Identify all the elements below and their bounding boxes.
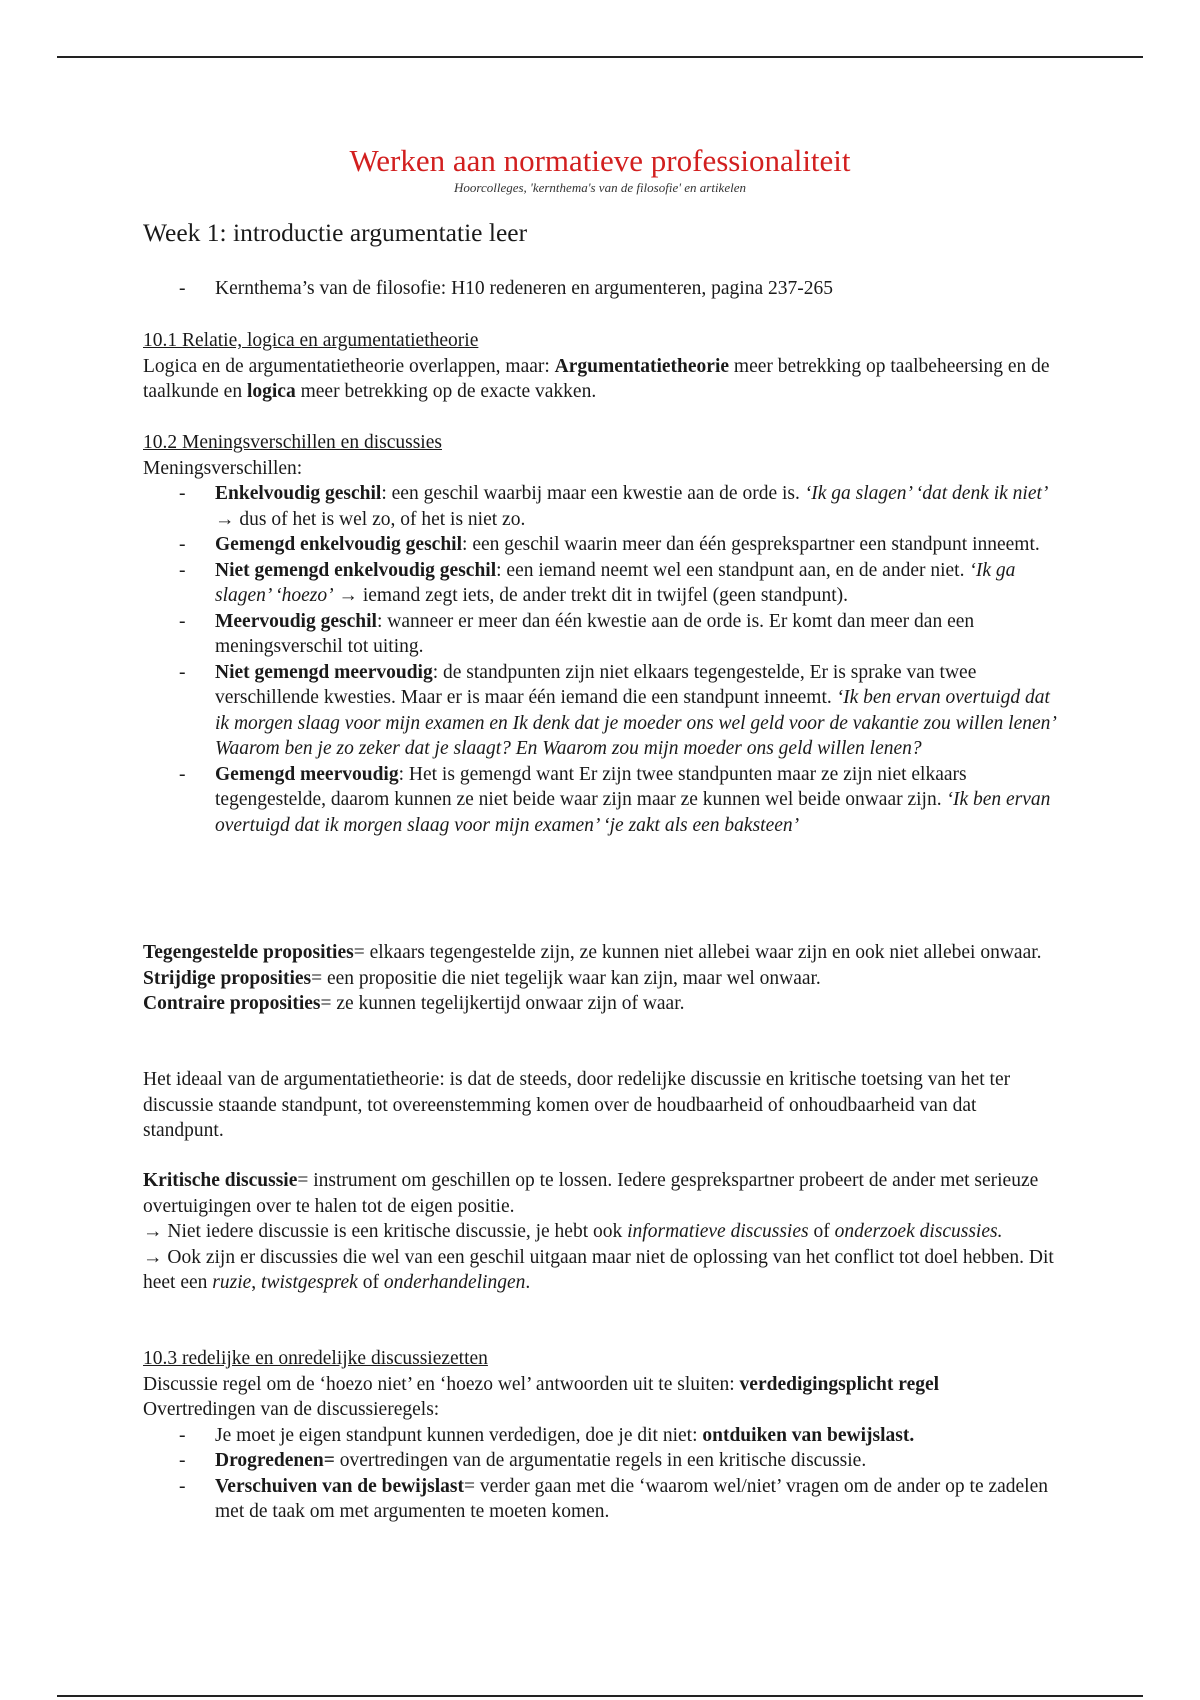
list-item xyxy=(143,276,1058,302)
list-item: - Verschuiven van de bewijslast= verder gaan met die ‘waarom wel/niet’ vragen om de ander op te zadelen met de taak om met argumenten te moeten komen. xyxy=(143,1474,1058,1525)
paragraph: → Ook zijn er discussies die wel van een geschil uitgaan maar niet de oplossing van het conflict tot doel hebben. Dit heet een ruzie, twistgesprek of onderhandelingen. xyxy=(143,1246,1054,1293)
list-item: - Gemengd enkelvoudig geschil: een geschil waarin meer dan één gesprekspartner een standpunt inneemt. xyxy=(143,532,1058,558)
list-item: - Je moet je eigen standpunt kunnen verdedigen, doe je dit niet: ontduiken van bewijslast. xyxy=(143,1423,1058,1449)
list-item: - Meervoudig geschil: wanneer er meer dan één kwestie aan de orde is. Er komt dan meer dan een meningsverschil tot uiting. xyxy=(143,609,1058,660)
week-heading: Week 1: introductie argumentatie leer xyxy=(143,218,528,247)
section-10-1 xyxy=(143,328,1058,405)
section-heading: 10.3 redelijke en onredelijke discussiezetten xyxy=(143,1348,488,1369)
paragraph: Strijdige proposities= een propositie die niet tegelijk waar kan zijn, maar wel onwaar. xyxy=(143,967,821,989)
list-item: - Enkelvoudig geschil: een geschil waarbij maar een kwestie aan de orde is. ‘Ik ga slagen’ ‘dat denk ik niet’ → dus of het is wel zo, of het is niet zo. xyxy=(143,481,1058,532)
section-heading: 10.2 Meningsverschillen en discussies xyxy=(143,432,442,453)
paragraph: Overtredingen van de discussieregels: xyxy=(143,1399,440,1420)
proposities xyxy=(143,940,1058,1017)
list-item: - Niet gemengd meervoudig: de standpunten zijn niet elkaars tegengestelde, Er is sprake van twee verschillende kwesties. Maar er is maar één iemand die een standpunt inneemt. ‘Ik ben ervan overtuigd dat ik morgen slaag voor mijn examen en Ik denk dat je moeder ons wel geld voor de vakantie zou willen lenen’ Waarom ben je zo zeker dat je slaagt? En Waarom zou mijn moeder ons geld willen lenen? xyxy=(143,660,1058,762)
list-item: - Drogredenen= overtredingen van de argumentatie regels in een kritische discussie. xyxy=(143,1448,1058,1474)
bottom-rule xyxy=(57,1695,1143,1697)
intro-list xyxy=(143,276,1058,302)
list-item: - Niet gemengd enkelvoudig geschil: een iemand neemt wel een standpunt aan, en de ander niet. ‘Ik ga slagen’ ‘hoezo’ → iemand zegt iets, de ander trekt dit in twijfel (geen standpunt). xyxy=(143,558,1058,609)
paragraph: Kritische discussie= instrument om geschillen op te lossen. Iedere gesprekspartner probeert de ander met serieuze overtuigingen over te halen tot de eigen positie. xyxy=(143,1170,1039,1217)
overtredingen-list xyxy=(143,1423,1058,1525)
paragraph: Meningsverschillen: xyxy=(143,457,303,479)
top-rule xyxy=(57,56,1143,58)
list-item: - Gemengd meervoudig: Het is gemengd want Er zijn twee standpunten maar ze zijn niet elkaars tegengestelde, daarom kunnen ze niet beide waar zijn maar ze kunnen wel beide onwaar zijn. ‘Ik ben ervan overtuigd dat ik morgen slaag voor mijn examen’ ‘je zakt als een baksteen’ xyxy=(143,762,1058,839)
document-title: Werken aan normatieve professionaliteit xyxy=(349,143,851,178)
paragraph: → Niet iedere discussie is een kritische discussie, je hebt ook informatieve discussies of onderzoek discussies. xyxy=(143,1221,1003,1242)
section-10-2 xyxy=(143,430,1058,838)
kritische-discussie xyxy=(143,1168,1058,1296)
section-10-3 xyxy=(143,1346,1058,1525)
section-heading: 10.1 Relatie, logica en argumentatietheorie xyxy=(143,330,479,351)
ideaal-paragraph: Het ideaal van de argumentatietheorie: is dat de steeds, door redelijke discussie en kritische toetsing van het ter discussie staande standpunt, tot overeenstemming komen over de houdbaarheid of onhoudbaarheid van dat standpunt. xyxy=(143,1069,1011,1141)
paragraph: Tegengestelde proposities= elkaars tegengestelde zijn, ze kunnen niet allebei waar zijn en ook niet allebei onwaar. xyxy=(143,942,1042,963)
paragraph: Contraire proposities= ze kunnen tegelijkertijd onwaar zijn of waar. xyxy=(143,993,685,1014)
geschil-list xyxy=(143,481,1058,838)
document-subtitle: Hoorcolleges, 'kernthema's van de filosofie' en artikelen xyxy=(454,180,746,195)
intro-item-text: Kernthema’s van de filosofie: H10 redeneren en argumenteren, pagina 237-265 xyxy=(215,278,834,299)
paragraph: Logica en de argumentatietheorie overlappen, maar: Argumentatietheorie meer betrekking op taalbeheersing en de taalkunde en logica meer betrekking op de exacte vakken. xyxy=(143,355,1050,402)
paragraph: Discussie regel om de ‘hoezo niet’ en ‘hoezo wel’ antwoorden uit te sluiten: verdedigingsplicht regel xyxy=(143,1373,940,1395)
